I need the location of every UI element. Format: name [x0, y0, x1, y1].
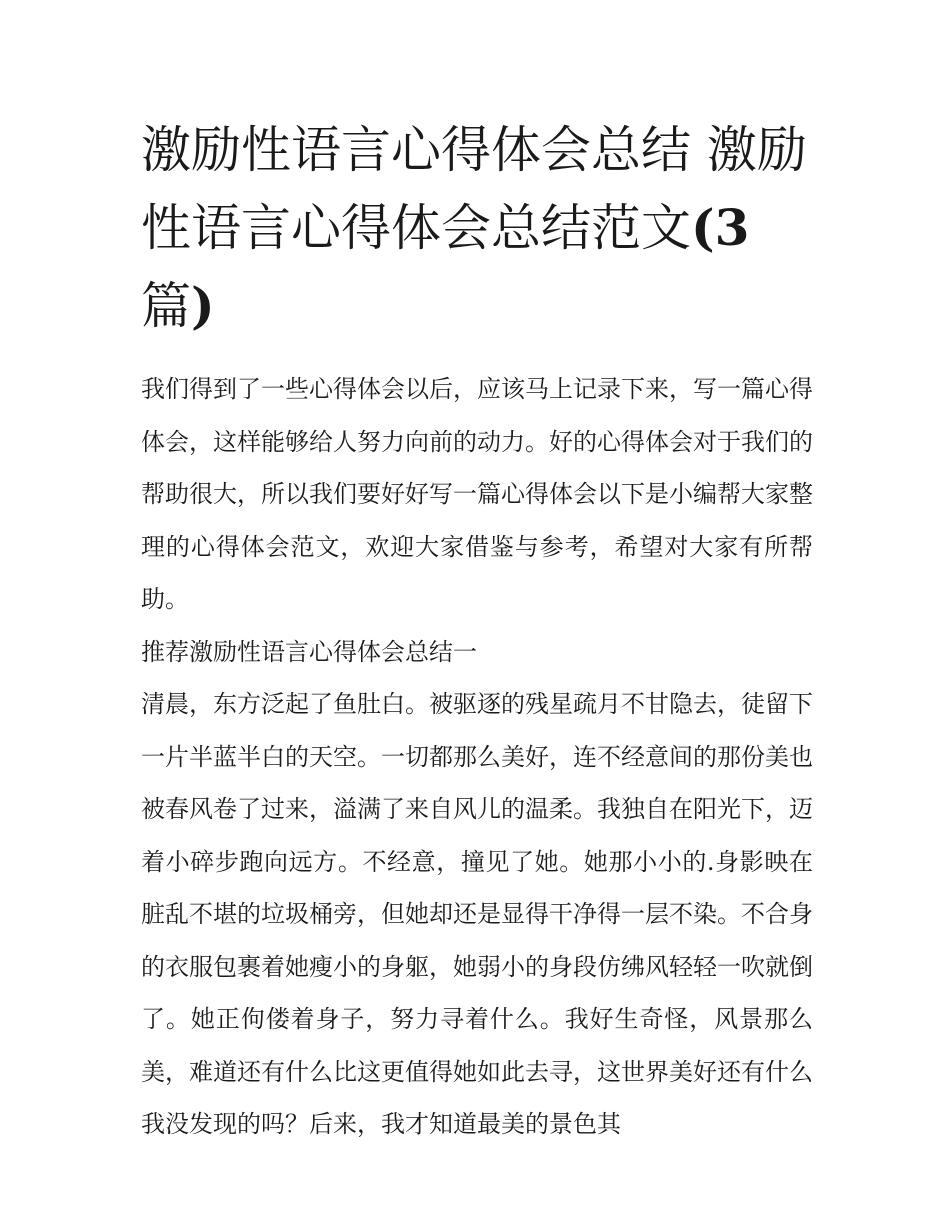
body-paragraph: 清晨，东方泛起了鱼肚白。被驱逐的残星疏月不甘隐去，徒留下一片半蓝半白的天空。一切都那么美好，连不经意间的那份美也被春风卷了过来，溢满了来自风儿的温柔。我独自在阳光下，迈着小碎步跑向远方。不经意，撞见了她。她那小小的.身影映在脏乱不堪的垃圾桶旁，但她却还是显得干净得一层不染。不合身的衣服包裹着她瘦小的身躯，她弱小的身段仿绋风轻轻一吹就倒了。她正佝偻着身子，努力寻着什么。我好生奇怪，风景那么美，难道还有什么比这更值得她如此去寻，这世界美好还有什么我没发现的吗？后来，我才知道最美的景色其 — [141, 690, 813, 1138]
title-paren-open: (3 — [691, 198, 750, 257]
document-title — [141, 112, 813, 345]
title-tail-text: 篇 — [141, 277, 191, 335]
section-heading: 推荐激励性语言心得体会总结一 — [141, 637, 477, 666]
document-page — [141, 112, 813, 1151]
title-main-text: 激励性语言心得体会总结 激励性语言心得体会总结范文 — [141, 121, 807, 257]
document-body — [141, 363, 813, 1151]
title-paren-close: ) — [191, 276, 215, 335]
intro-paragraph: 我们得到了一些心得体会以后，应该马上记录下来，写一篇心得体会，这样能够给人努力向前的动力。好的心得体会对于我们的帮助很大，所以我们要好好写一篇心得体会以下是小编帮大家整理的心得体会范文，欢迎大家借鉴与参考，希望对大家有所帮助。 — [141, 375, 813, 613]
